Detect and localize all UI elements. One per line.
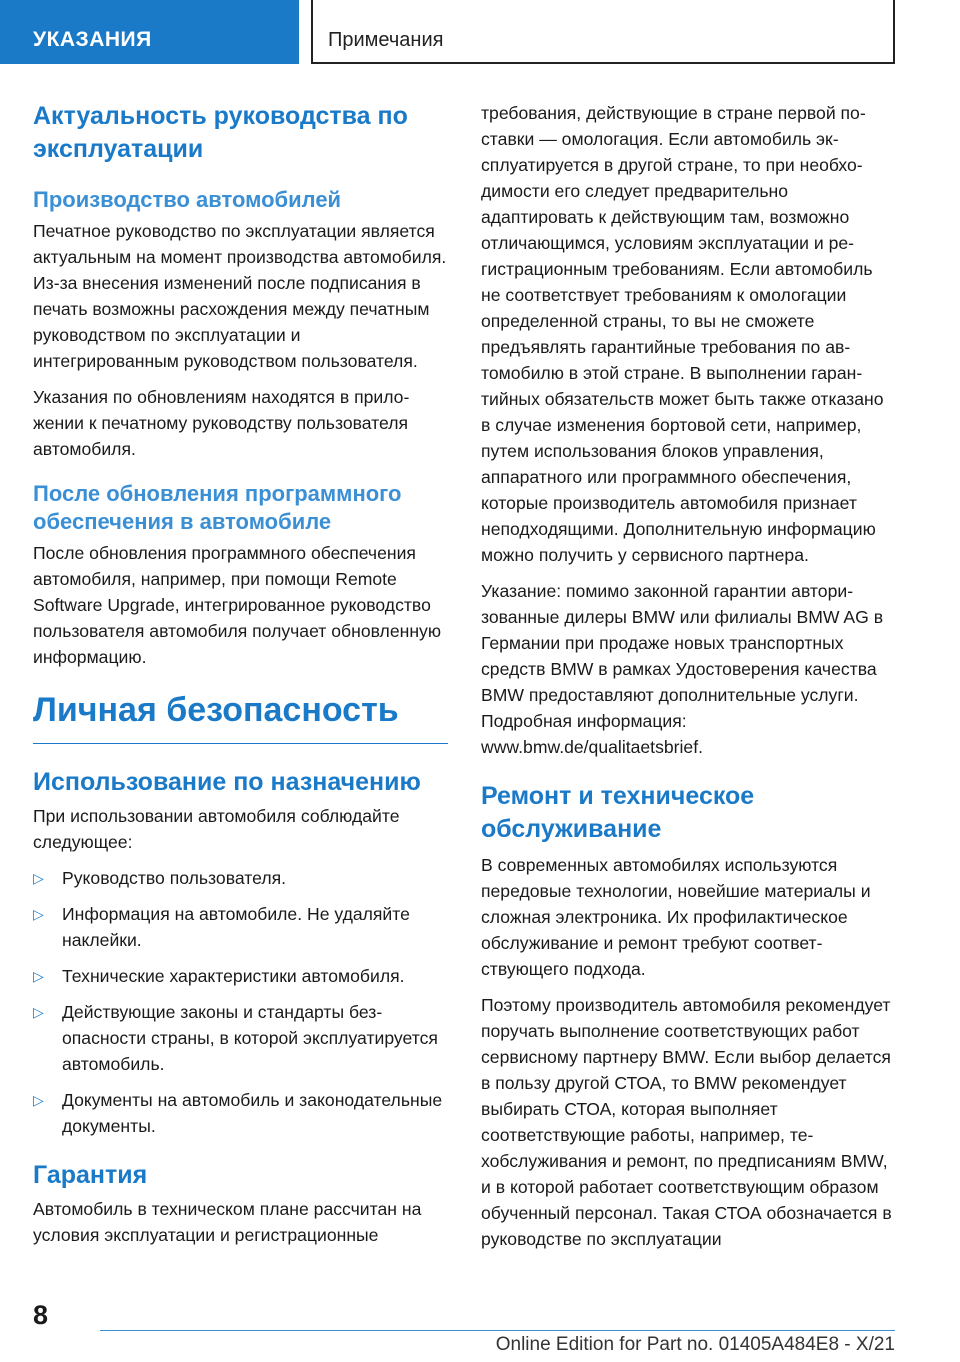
paragraph-production-2: Указания по обновлениям находятся в приложении к печатному руководству пользователя автомобиля. <box>33 387 410 459</box>
paragraph-intended-use: При использовании автомобиля соблюдайте следующее: <box>33 806 400 852</box>
heading-personal-safety: Личная безопасность <box>33 691 399 729</box>
bullet-triangle-icon: ▷ <box>33 870 44 886</box>
paragraph-warranty: Автомобиль в техническом плане рассчитан на условия эксплуатации и регистрационные <box>33 1199 422 1245</box>
chapter-tab <box>0 0 299 64</box>
list-item: ▷ Руководство пользователя. <box>33 865 448 891</box>
paragraph-repair-1: В современных автомобилях используются передовые технологии, новейшие материалы и сложная электроника. Их профилактическое обслуживание и ремонт требуют соответствующего подхода. <box>481 855 871 979</box>
left-column <box>33 100 448 1258</box>
list-item: ▷ Документы на автомобиль и законодательные документы. <box>33 1087 448 1139</box>
right-column <box>481 100 896 1262</box>
heading-repair-maintenance: Ремонт и техническое обслуживание <box>481 782 755 843</box>
heading-rule <box>33 743 448 744</box>
heading-vehicle-production: Производство автомобилей <box>33 187 342 212</box>
heading-manual-actuality: Актуальность руководства по эксплуатации <box>33 102 408 163</box>
paragraph-production-1: Печатное руководство по эксплуатации является актуальным на момент производства автомобиля. Из-за внесения изменений после подписания в печать возможны расхождения между печатным руководством по эксплуатации и интегрированным руководством пользователя. <box>33 221 447 371</box>
bullet-triangle-icon: ▷ <box>33 1092 44 1108</box>
heading-software-update: После обновления программного обеспечения в автомобиле <box>33 481 402 534</box>
section-header <box>311 0 895 64</box>
requirements-list <box>33 865 448 1139</box>
heading-intended-use: Использование по назначению <box>33 768 421 796</box>
paragraph-software-update: После обновления программного обеспечения автомобиля, например, при помощи Remote Software Upgrade, интегрированное руководство пользователя автомобиля получает обновленную информацию. <box>33 543 442 667</box>
list-item: ▷ Действующие законы и стандарты безопасности страны, в которой эксплуатируется автомобиль. <box>33 999 448 1077</box>
paragraph-warranty-note: Указание: помимо законной гарантии авторизованные дилеры BMW или филиалы BMW AG в Германии при продаже новых транспортных средств BMW в рамках Удостоверения качества BMW предоставляют дополнительные услуги. Подробная информация: www.bmw.de/qualitaetsbrief. <box>481 581 884 757</box>
paragraph-repair-2: Поэтому производитель автомобиля рекомендует поручать выполнение соответствующих работ сервисному партнеру BMW. Если выбор делается в пользу другой СТОА, то BMW рекомендует выбирать СТОА, которая выполняет соответствующие работы, например, техобслуживания и ремонт, по предписаниям BMW, и в которой работает соответствующим образом обученный персонал. Такая СТОА обозначается в руководстве по эксплуатации <box>481 995 892 1249</box>
list-item: ▷ Информация на автомобиле. Не удаляйте наклейки. <box>33 901 448 953</box>
chapter-tab-label: УКАЗАНИЯ <box>33 28 152 51</box>
page-number: 8 <box>33 1300 49 1330</box>
bullet-triangle-icon: ▷ <box>33 1004 44 1020</box>
heading-warranty: Гарантия <box>33 1161 148 1189</box>
footer-divider <box>100 1330 895 1331</box>
bullet-triangle-icon: ▷ <box>33 906 44 922</box>
section-title: Примечания <box>328 29 444 51</box>
footer-edition: Online Edition for Part no. 01405A484E8 - X/21 <box>495 1334 895 1355</box>
list-item: ▷ Технические характеристики автомобиля. <box>33 963 448 989</box>
paragraph-warranty-continued: требования, действующие в стране первой поставки — омологация. Если автомобиль эксплуатируется в другой стране, то при необходимости его следует предварительно адаптировать к действующим там, возможно отличающимся, условиям эксплуатации и регистрационным требованиям. Если автомобиль не соответствует требованиям к омологации определенной страны, то вы не сможете предъявлять гарантийные требования по автомобилю в этой стране. В выполнении гарантийных обязательств может быть также отказано в случае изменения бортовой сети, например, путем использования блоков управления, аппаратного или программного обеспечения, которые производитель автомобиля признает неподходящими. Дополнительную информацию можно получить у сервисного партнера. <box>481 103 884 565</box>
bullet-triangle-icon: ▷ <box>33 968 44 984</box>
